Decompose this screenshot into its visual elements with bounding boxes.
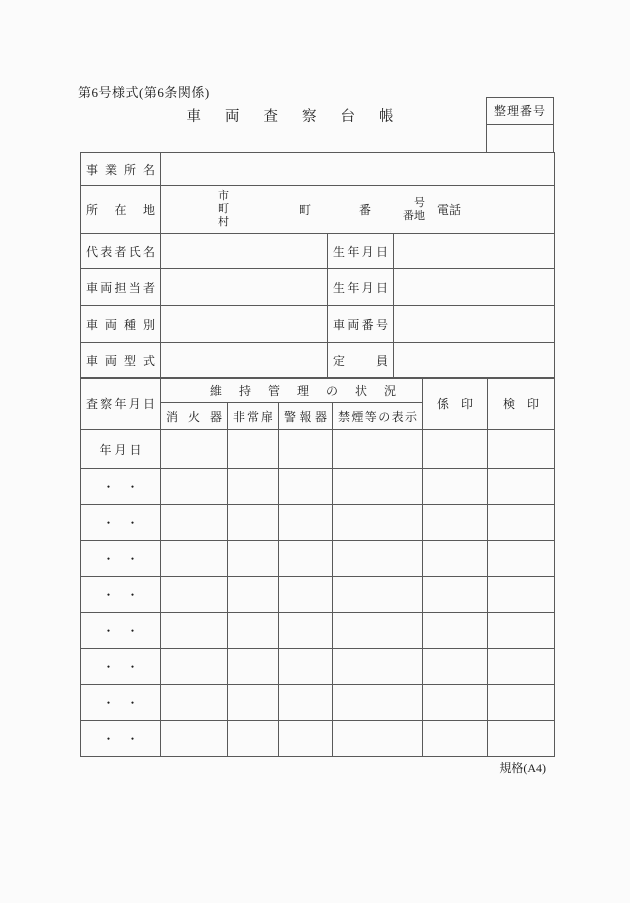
rep-birthdate-input-cell [394, 234, 555, 269]
emergency-door-cell [228, 541, 279, 577]
staff-seal-header-cell: 係 印 [423, 378, 488, 430]
extinguisher-cell [161, 613, 228, 649]
check-seal-cell [488, 430, 555, 469]
no-smoking-sign-cell [333, 577, 423, 613]
alarm-cell [279, 649, 333, 685]
page-title: 車両査察台帳 [186, 109, 418, 125]
inspection-date-cell: ・ ・ [81, 577, 161, 613]
extinguisher-cell [161, 469, 228, 505]
no-smoking-sign-cell [333, 541, 423, 577]
town-label: 町 [299, 203, 312, 217]
staff-seal-cell [423, 613, 488, 649]
go-hint: 号 [414, 196, 426, 209]
inspection-row [81, 505, 555, 541]
vehicle-manager-row [81, 269, 555, 306]
reference-number-box [486, 97, 554, 153]
town-hint: 町 [218, 203, 229, 215]
staff-seal-cell [423, 505, 488, 541]
inspection-row [81, 430, 555, 469]
staff-seal-cell [423, 430, 488, 469]
emergency-door-cell [228, 685, 279, 721]
inspection-date-cell: ・ ・ [81, 685, 161, 721]
emergency-door-header-cell: 非常扉 [228, 403, 279, 430]
inspection-date-cell: ・ ・ [81, 613, 161, 649]
inspection-date-header-cell: 査察年月日 [81, 378, 161, 430]
alarm-cell [279, 721, 333, 757]
village-hint: 村 [218, 216, 229, 228]
city-town-village-selector [218, 190, 229, 229]
extinguisher-cell [161, 685, 228, 721]
info-table [80, 152, 555, 379]
alarm-cell [279, 469, 333, 505]
vehicle-category-row [81, 306, 555, 343]
extinguisher-cell [161, 649, 228, 685]
check-seal-cell [488, 541, 555, 577]
no-smoking-sign-cell [333, 469, 423, 505]
inspection-date-cell: ・ ・ [81, 505, 161, 541]
inspection-row [81, 469, 555, 505]
staff-seal-cell [423, 577, 488, 613]
city-hint: 市 [218, 190, 229, 202]
check-seal-cell [488, 685, 555, 721]
inspection-table [80, 377, 555, 757]
extinguisher-cell [161, 430, 228, 469]
representative-input-cell [161, 234, 328, 269]
business-name-input-cell [161, 153, 555, 186]
emergency-door-cell [228, 721, 279, 757]
banchi-hint: 番地 [403, 209, 426, 222]
no-smoking-sign-cell [333, 505, 423, 541]
form-number: 第6号様式(第6条関係) [78, 85, 210, 100]
vehicle-number-input-cell [394, 306, 555, 343]
go-banchi-selector [403, 197, 425, 223]
emergency-door-cell [228, 469, 279, 505]
vehicle-manager-label-cell: 車両担当者 [81, 269, 161, 306]
staff-seal-cell [423, 541, 488, 577]
reference-number-label: 整理番号 [487, 98, 553, 125]
address-hints [166, 190, 549, 229]
capacity-input-cell [394, 343, 555, 379]
representative-row [81, 234, 555, 269]
extinguisher-cell [161, 577, 228, 613]
alarm-cell [279, 430, 333, 469]
capacity-label-cell: 定員 [328, 343, 394, 379]
alarm-header-cell: 警報器 [279, 403, 333, 430]
alarm-cell [279, 613, 333, 649]
vehicle-category-label-cell: 車両種別 [81, 306, 161, 343]
inspection-date-cell: ・ ・ [81, 469, 161, 505]
address-input-cell [161, 186, 555, 234]
no-smoking-sign-cell [333, 685, 423, 721]
inspection-date-cell: 年 月 日 [81, 430, 161, 469]
alarm-cell [279, 505, 333, 541]
alarm-cell [279, 577, 333, 613]
emergency-door-cell [228, 577, 279, 613]
alarm-cell [279, 685, 333, 721]
reference-number-value-cell [487, 125, 553, 152]
staff-seal-cell [423, 469, 488, 505]
extinguisher-cell [161, 505, 228, 541]
emergency-door-cell [228, 430, 279, 469]
no-smoking-sign-cell [333, 721, 423, 757]
staff-seal-cell [423, 721, 488, 757]
extinguisher-cell [161, 541, 228, 577]
inspection-row [81, 541, 555, 577]
no-smoking-sign-header-cell: 禁煙等の表示 [333, 403, 423, 430]
no-smoking-sign-cell [333, 430, 423, 469]
staff-seal-cell [423, 685, 488, 721]
vehicle-model-label-cell: 車両型式 [81, 343, 161, 379]
alarm-cell [279, 541, 333, 577]
rep-birthdate-label-cell: 生年月日 [328, 234, 394, 269]
fire-extinguisher-header-cell: 消火器 [161, 403, 228, 430]
business-name-label-cell: 事業所名 [81, 153, 161, 186]
inspection-row [81, 613, 555, 649]
inspection-date-cell: ・ ・ [81, 721, 161, 757]
check-seal-cell [488, 577, 555, 613]
check-seal-cell [488, 505, 555, 541]
vehicle-model-row [81, 343, 555, 379]
no-smoking-sign-cell [333, 649, 423, 685]
vehicle-number-label-cell: 車両番号 [328, 306, 394, 343]
check-seal-cell [488, 469, 555, 505]
manager-birthdate-label-cell: 生年月日 [328, 269, 394, 306]
inspection-header-row-1 [81, 378, 555, 403]
inspection-row [81, 685, 555, 721]
check-seal-header-cell: 検 印 [488, 378, 555, 430]
emergency-door-cell [228, 613, 279, 649]
inspection-row [81, 577, 555, 613]
vehicle-manager-input-cell [161, 269, 328, 306]
staff-seal-cell [423, 649, 488, 685]
check-seal-cell [488, 649, 555, 685]
emergency-door-cell [228, 649, 279, 685]
paper-spec-label: 規格(A4) [499, 761, 546, 775]
address-label-cell: 所在地 [81, 186, 161, 234]
representative-label-cell: 代表者氏名 [81, 234, 161, 269]
inspection-date-cell: ・ ・ [81, 649, 161, 685]
ban-label: 番 [359, 203, 372, 217]
address-row [81, 186, 555, 234]
telephone-label: 電話 [437, 203, 462, 217]
inspection-date-cell: ・ ・ [81, 541, 161, 577]
extinguisher-cell [161, 721, 228, 757]
manager-birthdate-input-cell [394, 269, 555, 306]
vehicle-model-input-cell [161, 343, 328, 379]
maintenance-status-header-cell: 維持管理の状況 [161, 378, 423, 403]
vehicle-category-input-cell [161, 306, 328, 343]
inspection-row [81, 721, 555, 757]
inspection-row [81, 649, 555, 685]
emergency-door-cell [228, 505, 279, 541]
business-name-row [81, 153, 555, 186]
check-seal-cell [488, 613, 555, 649]
check-seal-cell [488, 721, 555, 757]
no-smoking-sign-cell [333, 613, 423, 649]
